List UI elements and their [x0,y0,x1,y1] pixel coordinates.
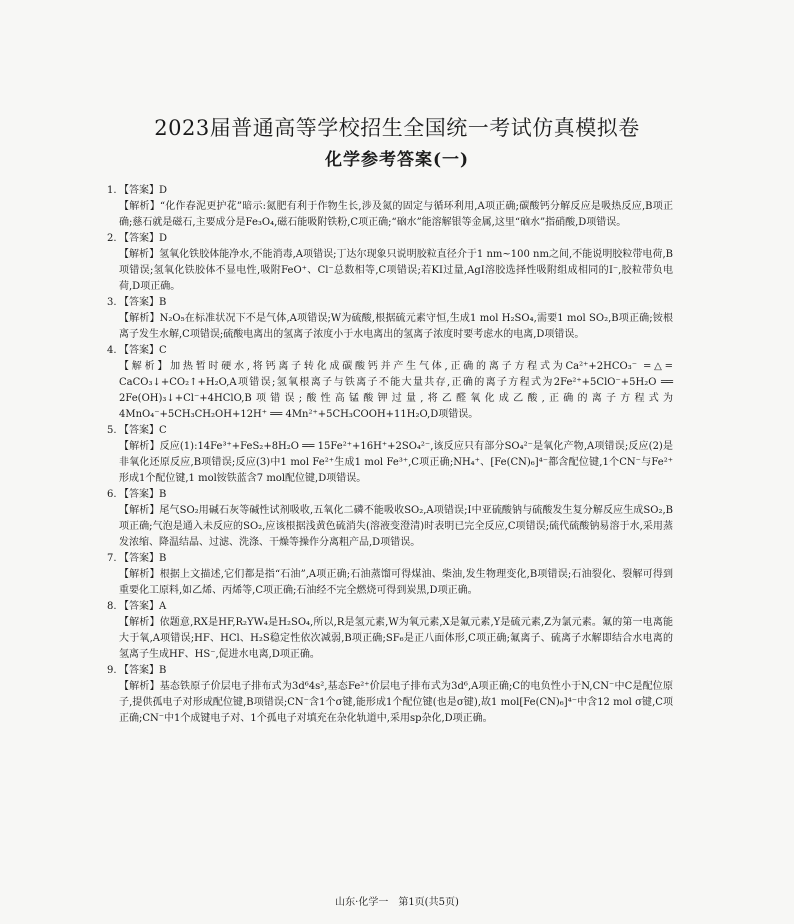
answer-line [107,599,673,615]
explanation-text: 【解析】根据上文描述,它们都是指“石油”,A项正确;石油蒸馏可得煤油、柴油,发生物理变化,B项错误;石油裂化、裂解可得到重要化工原料,如乙烯、丙烯等,C项正确;石油经不完全燃烧可得到炭黑,D项正确。 [119,569,673,596]
answer-item [107,183,673,231]
explanation [107,679,673,727]
explanation [107,359,673,423]
item-number: 1. [107,185,117,196]
answer-key: 【答案】B [119,489,167,500]
answer-line [107,183,673,199]
explanation-text: 【解析】加热暂时硬水,将钙离子转化成碳酸钙并产生气体,正确的离子方程式为Ca²⁺+2HCO₃⁻ =△= CaCO₃↓+CO₂↑+H₂O,A项错误;氢氧根离子与铁离子不能大量共存,正确的离子方程式为2Fe²⁺+5ClO⁻+5H₂O ══ 2Fe(OH)₃↓+Cl⁻+4HClO,B项错误;酸性高锰酸钾过量,将乙醛氧化成乙酸,正确的离子方程式为4MnO₄⁻+5CH₃CH₂OH+12H⁺ ══ 4Mn²⁺+5CH₃COOH+11H₂O,D项错误。 [119,361,673,420]
answer-key: 【答案】C [119,425,167,436]
document-title: 2023届普通高等学校招生全国统一考试仿真模拟卷 [154,116,640,140]
answer-line [107,551,673,567]
answer-key: 【答案】A [119,601,167,612]
answer-item [107,551,673,599]
answer-key: 【答案】B [119,297,167,308]
explanation-text: 【解析】氢氧化铁胶体能净水,不能消毒,A项错误;丁达尔现象只说明胶粒直径介于1 nm~100 nm之间,不能说明胶粒带电荷,B项错误;氢氧化铁胶体不显电性,吸附FeO⁺、Cl⁻总数相等,C项错误;若KI过量,AgI溶胶选择性吸附组成相同的I⁻,胶粒带负电荷,D项正确。 [119,249,673,292]
answer-line [107,343,673,359]
item-number: 3. [107,297,117,308]
explanation-text: 【解析】“化作春泥更护花”暗示:氮肥有利于作物生长,涉及氮的固定与循环利用,A项正确;碳酸钙分解反应是吸热反应,B项正确;慈石就是磁石,主要成分是Fe₃O₄,磁石能吸附铁粉,C项正确;“硇水”能溶解银等金属,这里“硇水”指硝酸,D项错误。 [119,201,673,228]
answer-item [107,295,673,343]
item-number: 8. [107,601,117,612]
answer-item [107,231,673,295]
explanation [107,439,673,487]
answer-item [107,487,673,551]
answer-line [107,423,673,439]
explanation [107,503,673,551]
item-number: 6. [107,489,117,500]
answer-item [107,343,673,423]
item-number: 7. [107,553,117,564]
answer-item [107,599,673,663]
explanation [107,567,673,599]
item-number: 4. [107,345,117,356]
explanation [107,615,673,663]
item-number: 5. [107,425,117,436]
answer-key: 【答案】B [119,665,167,676]
document-subtitle: 化学参考答案(一) [324,150,470,170]
explanation-text: 【解析】反应(1):14Fe³⁺+FeS₂+8H₂O ══ 15Fe²⁺+16H⁺+2SO₄²⁻,该反应只有部分SO₄²⁻是氧化产物,A项错误;反应(2)是非氧化还原反应,B项错误;反应(3)中1 mol Fe²⁺生成1 mol Fe³⁺,C项正确;NH₄⁺、[Fe(CN)₆]⁴⁻都含配位键,1个CN⁻与Fe²⁺形成1个配位键,1 mol铵铁蓝含7 mol配位键,D项错误。 [119,441,673,484]
answer-key: 【答案】B [119,553,167,564]
answer-line [107,663,673,679]
answer-key: 【答案】C [119,345,167,356]
explanation [107,247,673,295]
answer-line [107,487,673,503]
answer-line [107,231,673,247]
answer-key: 【答案】D [119,185,168,196]
answer-item [107,423,673,487]
item-number: 2. [107,233,117,244]
item-number: 9. [107,665,117,676]
explanation-text: 【解析】基态铁原子价层电子排布式为3d⁶4s²,基态Fe²⁺价层电子排布式为3d⁶,A项正确;C的电负性小于N,CN⁻中C是配位原子,提供孤电子对形成配位键,B项错误;CN⁻含1个σ键,能形成1个配位键(也是σ键),故1 mol[Fe(CN)₆]⁴⁻中含12 mol σ键,C项正确;CN⁻中1个成键电子对、1个孤电子对填充在杂化轨道中,采用sp杂化,D项正确。 [119,681,673,724]
explanation [107,199,673,231]
explanation-text: 【解析】尾气SO₂用碱石灰等碱性试剂吸收,五氧化二磷不能吸收SO₂,A项错误;Ⅰ中亚硫酸钠与硫酸发生复分解反应生成SO₂,B项正确;气泡是通入未反应的SO₂,应该根据浅黄色硫消失(溶液变澄清)时表明已完全反应,C项错误;硫代硫酸钠易溶于水,采用蒸发浓缩、降温结晶、过滤、洗涤、干燥等操作分离粗产品,D项错误。 [119,505,673,548]
explanation [107,311,673,343]
explanation-text: 【解析】N₂O₅在标准状况下不是气体,A项错误;W为硫酸,根据硫元素守恒,生成1 mol H₂SO₄,需要1 mol SO₂,B项正确;铵根离子发生水解,C项错误;硫酸电离出的氢离子浓度小于水电离出的氢离子浓度时要考虑水的电离,D项错误。 [119,313,673,340]
explanation-text: 【解析】依题意,RX是HF,R₂YW₄是H₂SO₄,所以,R是氢元素,W为氧元素,X是氟元素,Y是硫元素,Z为氯元素。氟的第一电离能大于氧,A项错误;HF、HCl、H₂S稳定性依次减弱,B项正确;SF₆是正八面体形,C项正确;氟离子、硫离子水解即结合水电离的氢离子生成HF、HS⁻,促进水电离,D项正确。 [119,617,673,660]
answer-list [107,183,673,727]
answer-key: 【答案】D [119,233,168,244]
answer-item [107,663,673,727]
answer-line [107,295,673,311]
page-footer: 山东·化学一 第1页(共5页) [335,897,459,908]
